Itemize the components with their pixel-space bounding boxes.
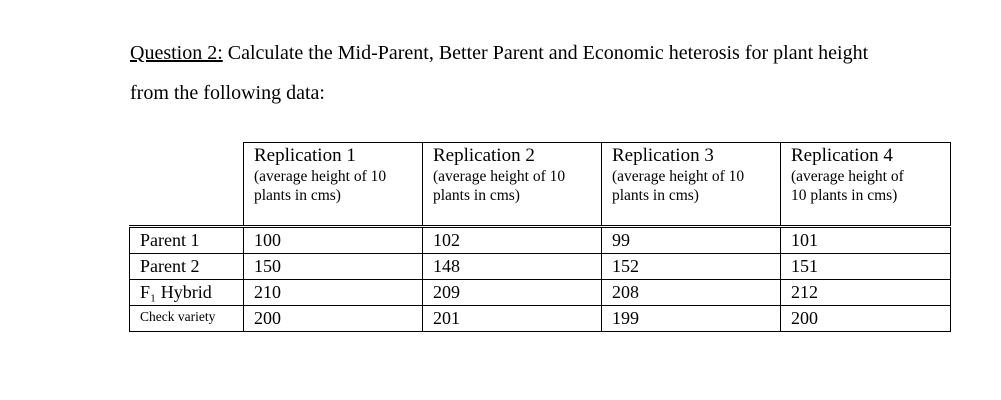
table-cell: 201 [423,306,602,332]
question-line-2: from the following data: [130,82,325,104]
row-label: Parent 2 [130,254,244,280]
table-row [130,227,951,254]
question-line-1 [130,41,868,65]
table-cell: 210 [244,280,423,306]
table-row [130,254,951,280]
row-label: F₁ Hybrid [130,280,244,306]
column-title: Replication 3 [612,145,714,166]
question-text: Calculate the Mid-Parent, Better Parent and Economic heterosis for plant height [222,42,869,64]
table-cell: 151 [781,254,951,280]
table-cell: 148 [423,254,602,280]
column-subtitle: 10 plants in cms) [791,187,898,204]
table-cell: 200 [244,306,423,332]
table-cell: 200 [781,306,951,332]
column-subtitle: (average height of [791,168,904,185]
question-label: Question 2: [130,42,223,64]
column-subtitle: (average height of 10 [433,168,566,185]
table-cell: 102 [423,227,602,254]
column-header-rep1 [244,143,423,227]
table-row [130,280,951,306]
column-subtitle: (average height of 10 [612,168,745,185]
column-title: Replication 4 [791,145,893,166]
table-cell: 100 [244,227,423,254]
column-header-rep2 [423,143,602,227]
data-table [129,142,951,332]
table-cell: 152 [602,254,781,280]
table-row [130,306,951,332]
column-subtitle: plants in cms) [612,187,699,204]
column-subtitle: plants in cms) [433,187,520,204]
row-label: Check variety [130,306,244,332]
table-cell: 150 [244,254,423,280]
column-subtitle: plants in cms) [254,187,341,204]
table-corner-cell [130,143,244,227]
table-cell: 208 [602,280,781,306]
column-title: Replication 2 [433,145,535,166]
table-cell: 99 [602,227,781,254]
table-cell: 199 [602,306,781,332]
column-title: Replication 1 [254,145,356,166]
table-cell: 212 [781,280,951,306]
row-label: Parent 1 [130,227,244,254]
column-header-rep4 [781,143,951,227]
table-cell: 101 [781,227,951,254]
column-header-rep3 [602,143,781,227]
table-header-row [130,143,951,227]
table-cell: 209 [423,280,602,306]
column-subtitle: (average height of 10 [254,168,387,185]
